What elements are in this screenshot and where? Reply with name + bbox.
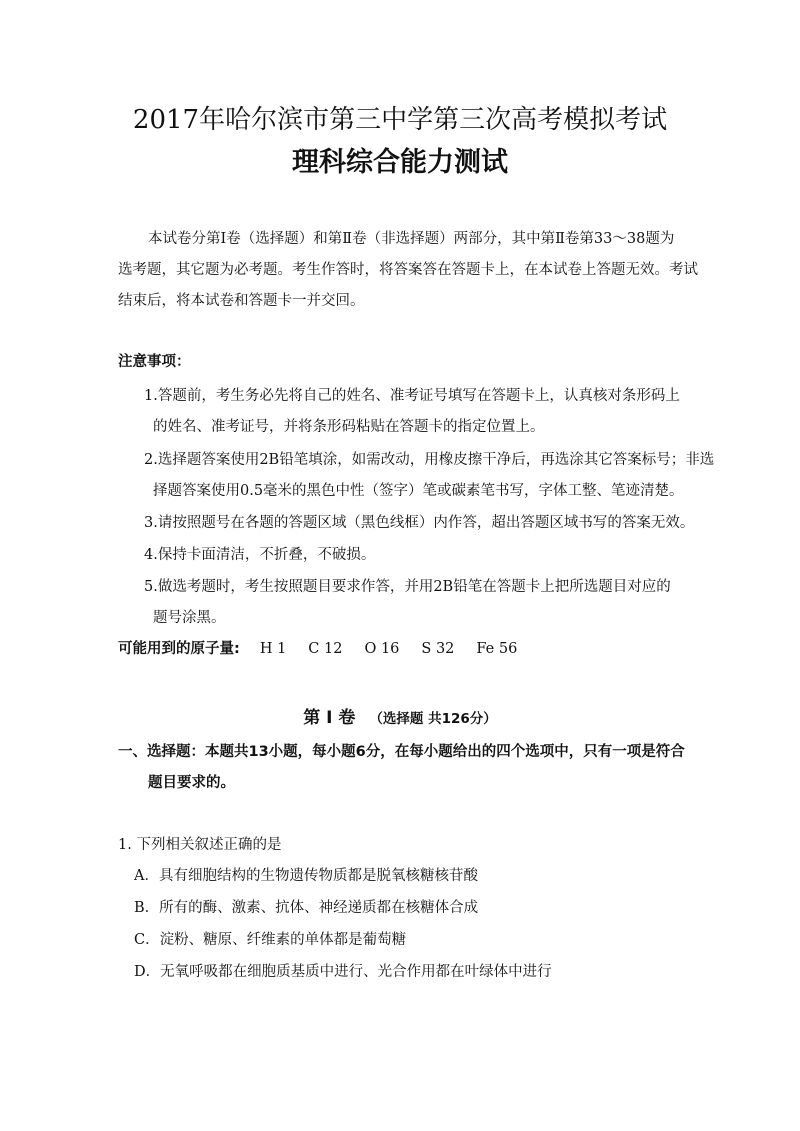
section-1-title: 第 I 卷 — [303, 708, 356, 728]
note-item-3: 3.请按照题号在各题的答题区域（黑色线框）内作答，超出答题区域书写的答案无效。 — [144, 515, 695, 531]
note-item-4: 4.保持卡面清洁，不折叠，不破损。 — [144, 547, 376, 563]
exam-title: 2017年哈尔滨市第三中学第三次高考模拟考试 — [132, 105, 668, 135]
atomic-mass-fe: Fe 56 — [476, 641, 518, 657]
intro-line-2: 选考题，其它题为必考题。考生作答时，将答案答在答题卡上，在本试卷上答题无效。考试 — [118, 262, 698, 278]
intro-line-3: 结束后，将本试卷和答题卡一并交回。 — [118, 293, 365, 309]
notes-heading: 注意事项： — [118, 354, 191, 370]
section-1-instruction-line-1: 一、选择题：本题共13小题，每小题6分，在每小题给出的四个选项中，只有一项是符合 — [118, 744, 685, 760]
intro-line-1: 本试卷分第Ⅰ卷（选择题）和第Ⅱ卷（非选择题）两部分，其中第Ⅱ卷第33～38题为 — [148, 231, 675, 247]
atomic-mass-s: S 32 — [421, 641, 455, 657]
exam-subject-title: 理科综合能力测试 — [292, 147, 508, 178]
atomic-mass-h: H 1 — [259, 641, 287, 657]
question-1-option-a: A．具有细胞结构的生物遗传物质都是脱氧核糖核苷酸 — [134, 868, 478, 884]
atomic-mass-o: O 16 — [364, 641, 400, 657]
note-item-5-line-1: 5.做选考题时，考生按照题目要求作答，并用2B铅笔在答题卡上把所选题目对应的 — [144, 579, 671, 595]
section-1-heading — [0, 706, 800, 731]
atomic-mass-line — [118, 639, 539, 659]
atomic-mass-label: 可能用到的原子量: — [118, 641, 240, 657]
note-item-1-line-1: 1.答题前，考生务必先将自己的姓名、准考证号填写在答题卡上，认真核对条形码上 — [144, 388, 680, 404]
note-item-2-line-1: 2.选择题答案使用2B铅笔填涂，如需改动，用橡皮擦干净后，再选涂其它答案标号；非选 — [144, 452, 715, 468]
section-1-instruction-line-2: 题目要求的。 — [148, 775, 235, 791]
question-1-option-d: D．无氧呼吸都在细胞质基质中进行、光合作用都在叶绿体中进行 — [134, 964, 552, 980]
atomic-mass-c: C 12 — [308, 641, 343, 657]
note-item-1-line-2: 的姓名、准考证号，并将条形码粘贴在答题卡的指定位置上。 — [153, 419, 545, 435]
question-1-stem: 1. 下列相关叙述正确的是 — [118, 837, 282, 853]
section-1-subtitle: （选择题 共126分） — [369, 711, 497, 727]
note-item-5-line-2: 题号涂黑。 — [153, 610, 226, 626]
question-1-option-b: B．所有的酶、激素、抗体、神经递质都在核糖体合成 — [134, 900, 479, 916]
note-item-2-line-2: 择题答案使用0.5毫米的黑色中性（签字）笔或碳素笔书写，字体工整、笔迹清楚。 — [153, 483, 684, 499]
question-1-option-c: C．淀粉、糖原、纤维素的单体都是葡萄糖 — [134, 932, 407, 948]
